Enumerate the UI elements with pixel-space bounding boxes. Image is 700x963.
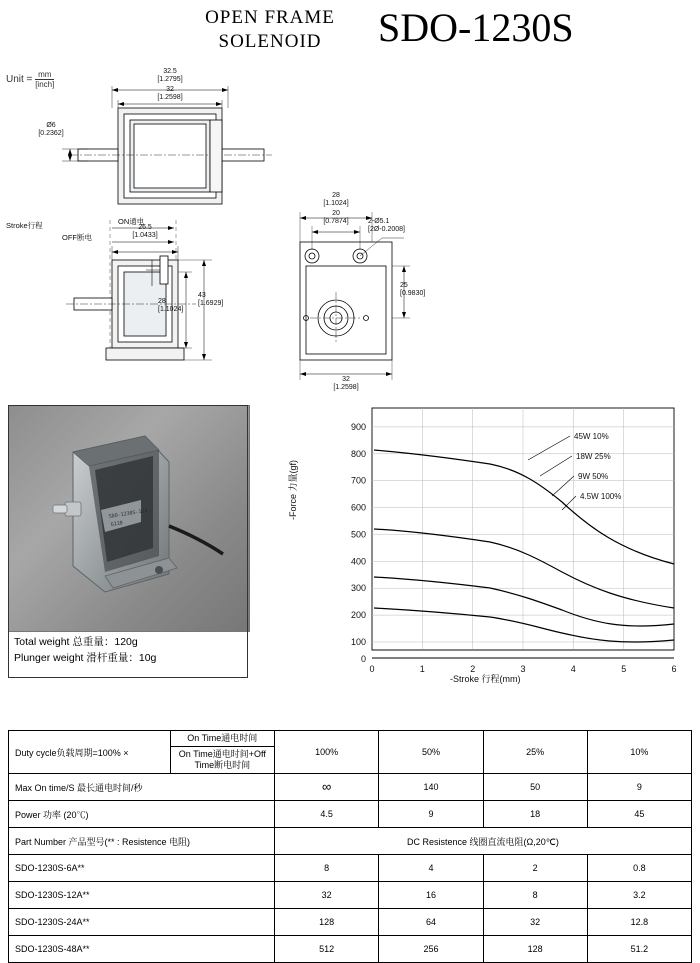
column-header-50: 50% bbox=[379, 731, 483, 774]
row-label-max-on-time: Max On time/S 最长通电时间/秒 bbox=[9, 774, 275, 801]
column-header-100: 100% bbox=[274, 731, 378, 774]
title-line-2: SOLENOID bbox=[218, 31, 322, 52]
dim-side-hole: 2-Ø5.1 [2Ø-0.2008] bbox=[368, 218, 405, 233]
svg-text:600: 600 bbox=[350, 502, 366, 513]
dim-top-b: 32 [1.2598] bbox=[157, 86, 183, 101]
table-row bbox=[9, 774, 692, 801]
cell-max-on-time-50: 140 bbox=[379, 774, 483, 801]
label-off: OFF断电 bbox=[62, 233, 92, 242]
model-number: SDO-1230S bbox=[378, 5, 574, 50]
cell-6a-50: 4 bbox=[379, 855, 483, 882]
svg-text:0: 0 bbox=[369, 664, 375, 674]
svg-text:200: 200 bbox=[350, 610, 366, 621]
cell-max-on-time-100: ∞ bbox=[274, 774, 378, 801]
svg-text:18W 25%: 18W 25% bbox=[576, 452, 611, 461]
unit-numerator: mm bbox=[38, 70, 52, 79]
svg-text:4: 4 bbox=[570, 664, 576, 674]
svg-text:SDO-1230S-12A: SDO-1230S-12A bbox=[108, 507, 148, 520]
cell-6a-25: 2 bbox=[483, 855, 587, 882]
svg-text:500: 500 bbox=[350, 529, 366, 540]
cell-12a-10: 3.2 bbox=[587, 882, 691, 909]
svg-text:900: 900 bbox=[350, 421, 366, 432]
part-number-48a: SDO-1230S-48A** bbox=[9, 936, 275, 963]
duty-cycle-label: Duty cycle负载周期=100% × bbox=[9, 731, 171, 774]
part-number-12a: SDO-1230S-12A** bbox=[9, 882, 275, 909]
svg-text:400: 400 bbox=[350, 556, 366, 567]
svg-text:9W 50%: 9W 50% bbox=[578, 472, 609, 481]
column-header-25: 25% bbox=[483, 731, 587, 774]
table-row bbox=[9, 801, 692, 828]
unit-legend-text: Unit = bbox=[6, 74, 33, 86]
dim-side-bottom-32: 32 [1.2598] bbox=[333, 376, 359, 391]
dim-front-height-43: 43 [1.6929] bbox=[198, 292, 224, 307]
column-header-10: 10% bbox=[587, 731, 691, 774]
part-number-6a: SDO-1230S-6A** bbox=[9, 855, 275, 882]
cell-12a-100: 32 bbox=[274, 882, 378, 909]
table-row bbox=[9, 936, 692, 963]
cell-power-25: 18 bbox=[483, 801, 587, 828]
part-number-24a: SDO-1230S-24A** bbox=[9, 909, 275, 936]
on-time-denominator: On Time通电时间+Off Time断电时间 bbox=[178, 749, 266, 770]
cell-max-on-time-10: 9 bbox=[587, 774, 691, 801]
product-photo bbox=[8, 405, 250, 632]
svg-text:45W 10%: 45W 10% bbox=[574, 432, 609, 441]
dc-resistance-header: DC Resistence 线圈直流电阻(Ω,20℃) bbox=[274, 828, 691, 855]
dim-front-height-28: 28 [1.1024] bbox=[158, 298, 184, 313]
svg-text:300: 300 bbox=[350, 583, 366, 594]
chart-ylabel: -Force 力量(gf) bbox=[288, 459, 298, 520]
cell-48a-25: 128 bbox=[483, 936, 587, 963]
on-time-formula bbox=[170, 731, 274, 774]
cell-power-100: 4.5 bbox=[274, 801, 378, 828]
svg-text:3: 3 bbox=[520, 664, 526, 674]
title-line-1: OPEN FRAME bbox=[205, 7, 335, 28]
svg-text:700: 700 bbox=[350, 475, 366, 486]
row-label-power: Power 功率 (20℃) bbox=[9, 801, 275, 828]
dim-shaft-dia: Ø6 [0.2362] bbox=[38, 122, 64, 137]
dim-top-a: 32.5 [1.2795] bbox=[157, 68, 183, 83]
drawing-svg bbox=[0, 60, 700, 400]
cell-24a-50: 64 bbox=[379, 909, 483, 936]
dim-side-width-28: 28 [1.1024] bbox=[323, 192, 349, 207]
technical-drawings bbox=[0, 60, 700, 400]
svg-text:G110: G110 bbox=[110, 520, 124, 528]
svg-text:5: 5 bbox=[621, 664, 627, 674]
page-header bbox=[0, 4, 700, 62]
cell-12a-25: 8 bbox=[483, 882, 587, 909]
cell-24a-100: 128 bbox=[274, 909, 378, 936]
svg-text:1: 1 bbox=[419, 664, 425, 674]
total-weight: Total weight 总重量：120g bbox=[14, 636, 138, 648]
cell-48a-50: 256 bbox=[379, 936, 483, 963]
table-row bbox=[9, 855, 692, 882]
cell-max-on-time-25: 50 bbox=[483, 774, 587, 801]
part-number-header: Part Number 产品型号(** : Resistence 电阻) bbox=[9, 828, 275, 855]
dim-front-width: 26.5 [1.0433] bbox=[132, 224, 158, 239]
chart-svg bbox=[300, 400, 692, 690]
svg-text:6: 6 bbox=[671, 664, 677, 674]
plunger-weight: Plunger weight 滑杆重量：10g bbox=[14, 652, 157, 664]
page-title bbox=[175, 6, 365, 54]
dim-side-height-25: 25 [0.9830] bbox=[400, 282, 426, 297]
svg-text:800: 800 bbox=[350, 448, 366, 459]
label-stroke: Stroke行程 bbox=[6, 221, 43, 230]
table-row bbox=[9, 828, 692, 855]
svg-text:2: 2 bbox=[470, 664, 476, 674]
specifications-table bbox=[8, 730, 692, 963]
cell-6a-10: 0.8 bbox=[587, 855, 691, 882]
cell-24a-25: 32 bbox=[483, 909, 587, 936]
cell-power-10: 45 bbox=[587, 801, 691, 828]
dim-side-width-20: 20 [0.7874] bbox=[323, 210, 349, 225]
cell-24a-10: 12.8 bbox=[587, 909, 691, 936]
table-row bbox=[9, 882, 692, 909]
on-time-numerator: On Time通电时间 bbox=[171, 731, 274, 747]
svg-text:100: 100 bbox=[350, 637, 366, 647]
cell-power-50: 9 bbox=[379, 801, 483, 828]
cell-12a-50: 16 bbox=[379, 882, 483, 909]
force-stroke-chart bbox=[288, 400, 692, 690]
cell-48a-10: 51.2 bbox=[587, 936, 691, 963]
cell-48a-100: 512 bbox=[274, 936, 378, 963]
table-row bbox=[9, 731, 692, 774]
cell-6a-100: 8 bbox=[274, 855, 378, 882]
svg-text:0: 0 bbox=[360, 654, 366, 664]
product-photo-illustration bbox=[9, 406, 247, 629]
chart-xlabel: -Stroke 行程(mm) bbox=[450, 674, 521, 684]
label-on: ON通电 bbox=[118, 217, 145, 226]
photo-caption bbox=[8, 630, 248, 678]
svg-text:4.5W 100%: 4.5W 100% bbox=[580, 492, 622, 501]
unit-denominator: [inch] bbox=[35, 80, 55, 89]
